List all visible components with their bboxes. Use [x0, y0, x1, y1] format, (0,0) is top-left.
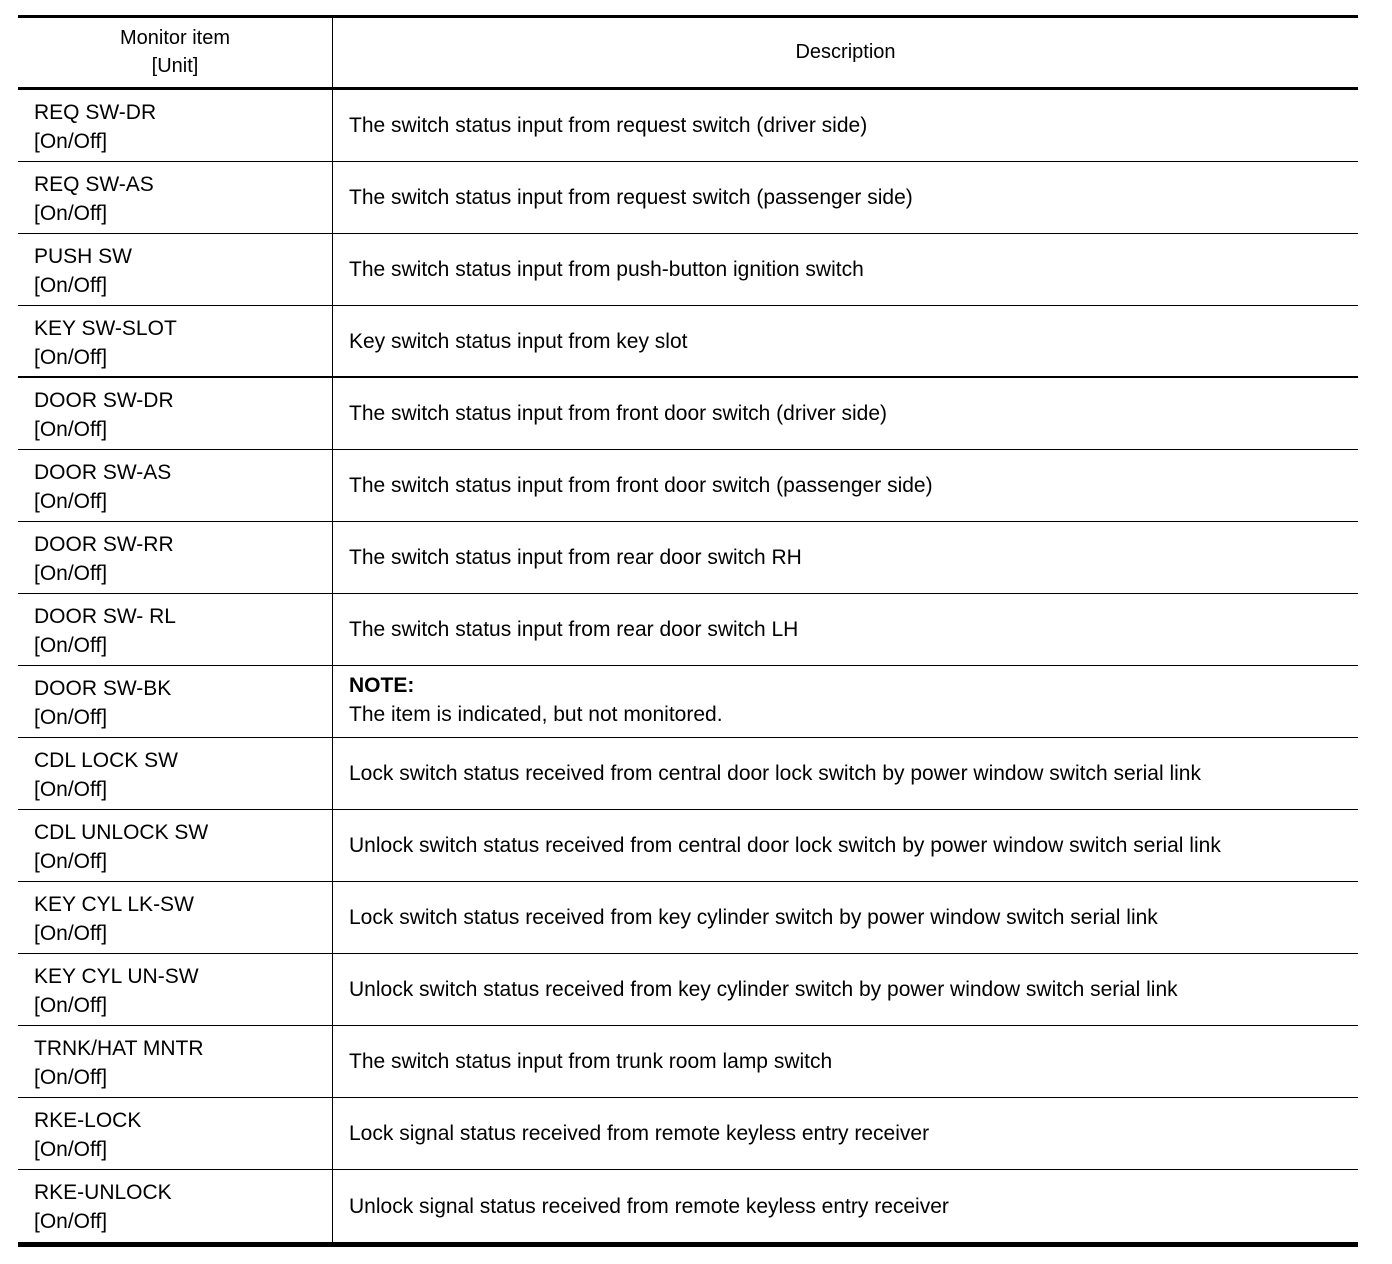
- description-cell: [333, 1170, 1358, 1242]
- description-cell: [333, 882, 1358, 953]
- description-cell: [333, 954, 1358, 1025]
- monitor-item-unit: [On/Off]: [34, 778, 108, 801]
- monitor-item-unit: [On/Off]: [34, 418, 108, 441]
- description-cell: [333, 666, 1358, 737]
- monitor-item-cell: [18, 162, 333, 233]
- monitor-item-name: DOOR SW-BK: [34, 677, 172, 700]
- monitor-item-cell: [18, 738, 333, 809]
- monitor-item-unit: [On/Off]: [34, 1210, 108, 1233]
- table-row: [18, 1170, 1358, 1242]
- monitor-item-name: CDL LOCK SW: [34, 749, 178, 772]
- monitor-item-name: DOOR SW-DR: [34, 389, 174, 412]
- monitor-item-name: DOOR SW-AS: [34, 461, 172, 484]
- description-cell: [333, 450, 1358, 521]
- monitor-item-name: CDL UNLOCK SW: [34, 821, 209, 844]
- table-row: [18, 1098, 1358, 1170]
- description-text: The switch status input from trunk room lamp switch: [349, 1050, 833, 1073]
- monitor-item-unit: [On/Off]: [34, 1138, 108, 1161]
- monitor-item-unit: [On/Off]: [34, 1066, 108, 1089]
- description-text: Lock switch status received from key cylinder switch by power window switch serial link: [349, 906, 1158, 929]
- table-row: [18, 378, 1358, 450]
- header-monitor-item: [18, 18, 333, 87]
- description-cell: [333, 738, 1358, 809]
- monitor-item-unit: [On/Off]: [34, 346, 108, 369]
- monitor-item-cell: [18, 594, 333, 665]
- table-row: [18, 666, 1358, 738]
- monitor-item-cell: [18, 450, 333, 521]
- monitor-item-name: KEY SW-SLOT: [34, 317, 177, 340]
- table-row: [18, 954, 1358, 1026]
- monitor-item-name: KEY CYL LK-SW: [34, 893, 194, 916]
- description-text: Key switch status input from key slot: [349, 329, 688, 353]
- description-text: The switch status input from rear door switch LH: [349, 618, 799, 641]
- description-cell: [333, 1026, 1358, 1097]
- monitor-item-name: DOOR SW-RR: [34, 533, 174, 556]
- table-row: [18, 450, 1358, 522]
- description-cell: [333, 162, 1358, 233]
- table-row: [18, 90, 1358, 162]
- monitor-item-cell: [18, 306, 333, 376]
- monitor-item-name: REQ SW-DR: [34, 101, 157, 124]
- table-row: [18, 306, 1358, 378]
- monitor-item-name: RKE-UNLOCK: [34, 1181, 172, 1204]
- description-cell: [333, 378, 1358, 449]
- monitor-item-unit: [On/Off]: [34, 274, 108, 297]
- monitor-item-name: DOOR SW- RL: [34, 605, 176, 628]
- table-row: [18, 738, 1358, 810]
- monitor-item-cell: [18, 810, 333, 881]
- description-text: The switch status input from rear door switch RH: [349, 546, 802, 569]
- description-text: Lock signal status received from remote keyless entry receiver: [349, 1122, 930, 1145]
- monitor-item-cell: [18, 954, 333, 1025]
- table-row: [18, 882, 1358, 954]
- monitor-item-unit: [On/Off]: [34, 130, 108, 153]
- monitor-item-cell: [18, 522, 333, 593]
- description-cell: [333, 90, 1358, 161]
- monitor-item-name: PUSH SW: [34, 245, 133, 268]
- monitor-item-cell: [18, 378, 333, 449]
- monitor-item-unit: [On/Off]: [34, 634, 108, 657]
- header-description-label: Description: [795, 41, 896, 63]
- description-cell: [333, 594, 1358, 665]
- table-row: [18, 522, 1358, 594]
- description-text: The switch status input from request switch (driver side): [349, 114, 868, 137]
- monitor-item-cell: [18, 666, 333, 737]
- monitor-item-cell: [18, 1170, 333, 1242]
- description-text: Lock switch status received from central door lock switch by power window switch serial link: [349, 762, 1201, 785]
- monitor-item-name: RKE-LOCK: [34, 1109, 142, 1132]
- monitor-item-cell: [18, 90, 333, 161]
- monitor-item-name: KEY CYL UN-SW: [34, 965, 199, 988]
- table-row: [18, 594, 1358, 666]
- monitor-item-cell: [18, 1026, 333, 1097]
- monitor-item-unit: [On/Off]: [34, 922, 108, 945]
- description-cell: [333, 1098, 1358, 1169]
- description-text: The switch status input from front door switch (passenger side): [349, 474, 933, 497]
- table-row: [18, 162, 1358, 234]
- monitor-item-unit: [On/Off]: [34, 490, 108, 513]
- monitor-item-table: [18, 15, 1358, 1247]
- description-cell: [333, 522, 1358, 593]
- monitor-item-unit: [On/Off]: [34, 202, 108, 225]
- table-header-row: [18, 18, 1358, 90]
- header-item-title: Monitor item: [119, 27, 231, 49]
- description-text: Unlock switch status received from key cylinder switch by power window switch serial link: [349, 978, 1178, 1001]
- description-text: The item is indicated, but not monitored.: [349, 703, 723, 726]
- note-title: NOTE:: [349, 674, 415, 697]
- table-row: [18, 810, 1358, 882]
- description-text: Unlock switch status received from central door lock switch by power window switch serial link: [349, 834, 1221, 857]
- description-cell: [333, 306, 1358, 376]
- monitor-item-unit: [On/Off]: [34, 706, 108, 729]
- monitor-item-name: REQ SW-AS: [34, 173, 154, 196]
- header-description: [333, 18, 1358, 87]
- description-text: The switch status input from front door switch (driver side): [349, 402, 888, 425]
- monitor-item-cell: [18, 234, 333, 305]
- description-text: Unlock signal status received from remote keyless entry receiver: [349, 1194, 949, 1218]
- header-item-unit: [Unit]: [151, 55, 199, 77]
- description-text: The switch status input from request switch (passenger side): [349, 186, 913, 209]
- monitor-item-name: TRNK/HAT MNTR: [34, 1037, 204, 1060]
- monitor-item-unit: [On/Off]: [34, 994, 108, 1017]
- monitor-item-cell: [18, 882, 333, 953]
- monitor-item-unit: [On/Off]: [34, 850, 108, 873]
- table-row: [18, 1026, 1358, 1098]
- description-cell: [333, 234, 1358, 305]
- description-cell: [333, 810, 1358, 881]
- monitor-item-cell: [18, 1098, 333, 1169]
- table-row: [18, 234, 1358, 306]
- monitor-item-unit: [On/Off]: [34, 562, 108, 585]
- description-text: The switch status input from push-button ignition switch: [349, 258, 864, 281]
